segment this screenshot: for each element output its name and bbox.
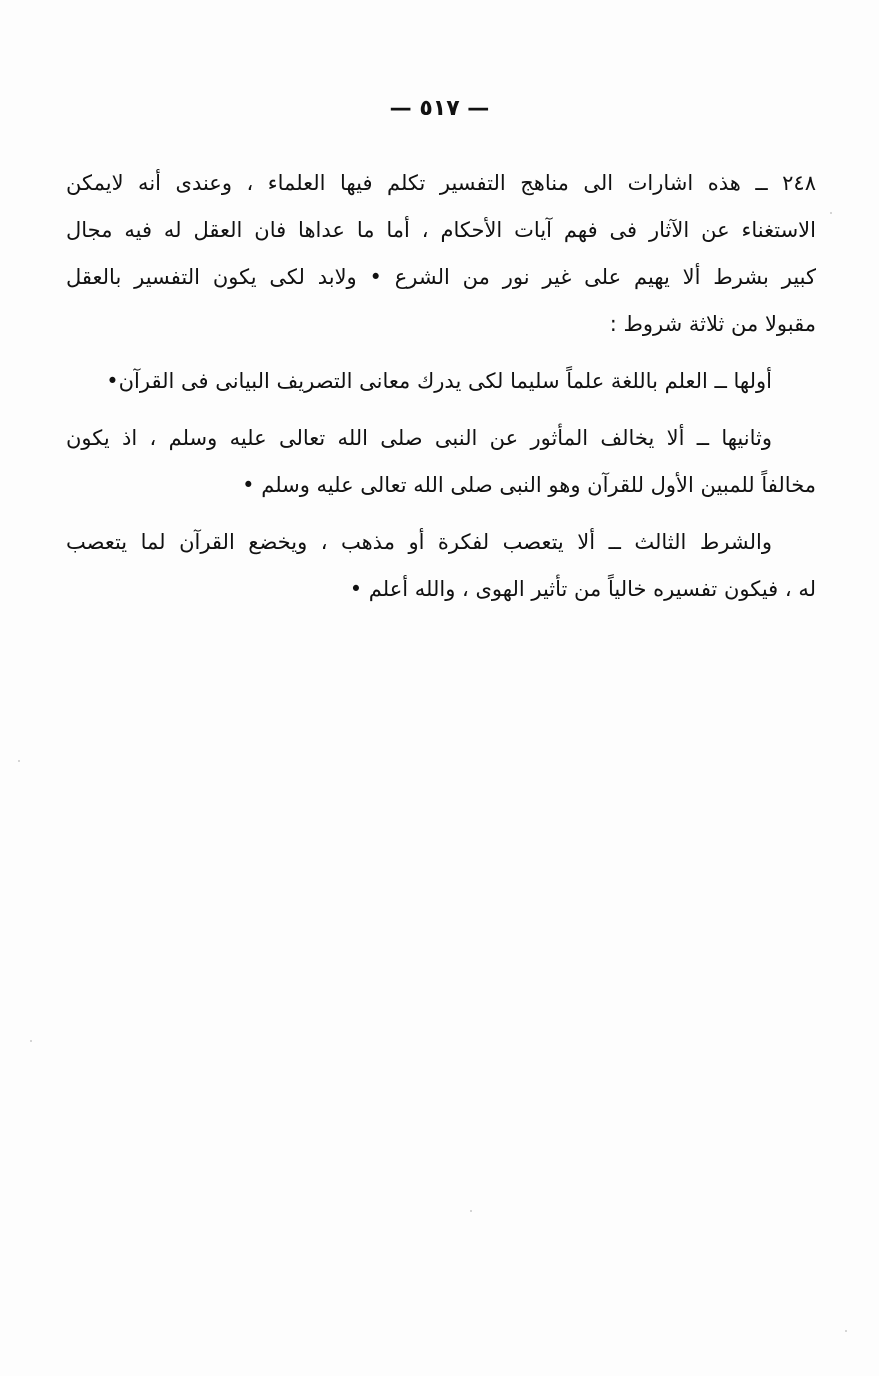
scan-speckle — [30, 1040, 32, 1042]
page-number: — ٥١٧ — — [389, 96, 490, 121]
scan-speckle — [18, 760, 20, 762]
text-line: كبير بشرط ألا يهيم على غير نور من الشرع • ولابد لكى يكون التفسير بالعقل — [66, 265, 816, 289]
paragraph-condition-second — [66, 415, 816, 509]
scan-speckle — [470, 1210, 472, 1212]
page-body — [66, 160, 816, 613]
text-line: له ، فيكون تفسيره خالياً من تأثير الهوى ، والله أعلم • — [349, 577, 816, 601]
paragraph-condition-first — [66, 358, 816, 405]
text-line: وثانيها ــ ألا يخالف المأثور عن النبى صلى الله تعالى عليه وسلم ، اذ يكون — [66, 426, 772, 450]
text-line: الاستغناء عن الآثار فى فهم آيات الأحكام ، أما ما عداها فان العقل له فيه مجال — [66, 218, 816, 242]
text-line: ٢٤٨ ــ هذه اشارات الى مناهج التفسير تكلم فيها العلماء ، وعندى أنه لايمكن — [66, 171, 816, 195]
paragraph-condition-third — [66, 519, 816, 613]
text-line: مخالفاً للمبين الأول للقرآن وهو النبى صلى الله تعالى عليه وسلم • — [242, 473, 816, 497]
text-line: مقبولا من ثلاثة شروط : — [609, 312, 816, 336]
text-line: أولها ــ العلم باللغة علماً سليما لكى يدرك معانى التصريف البيانى فى القرآن• — [106, 369, 772, 393]
scan-speckle — [830, 212, 832, 214]
text-line: والشرط الثالث ــ ألا يتعصب لفكرة أو مذهب ، ويخضع القرآن لما يتعصب — [66, 530, 772, 554]
paragraph-intro — [66, 160, 816, 348]
scan-speckle — [845, 1330, 847, 1332]
